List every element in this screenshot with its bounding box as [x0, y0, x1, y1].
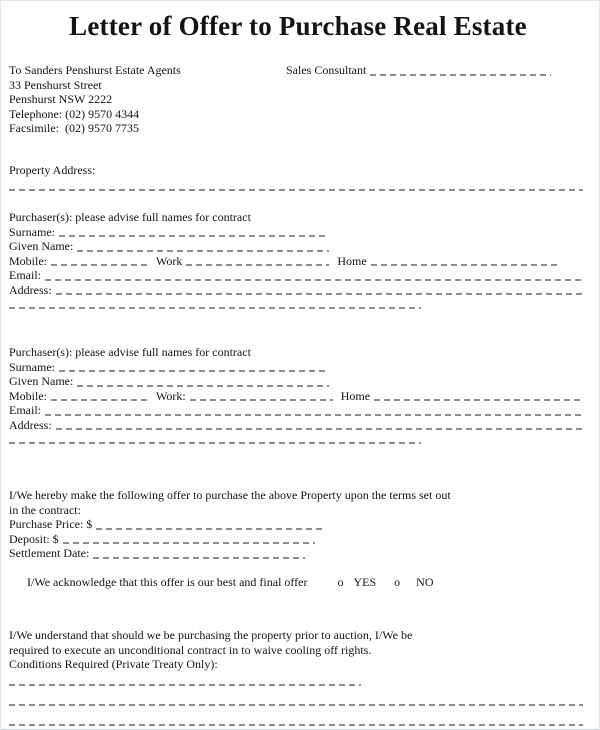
agent-street-line: 33 Penshurst Street [9, 77, 102, 92]
email-field-line[interactable] [45, 279, 585, 281]
acknowledge-row [9, 561, 587, 605]
address-field-line[interactable] [56, 428, 585, 430]
mobile-label: Mobile: [9, 388, 47, 403]
page-title: Letter of Offer to Purchase Real Estate [69, 11, 527, 41]
conditions-required-label: Conditions Required (Private Treaty Only): [9, 657, 218, 671]
no-option-marker[interactable]: o [394, 575, 401, 589]
address-label: Address: [9, 417, 52, 432]
agent-to-line: To Sanders Penshurst Estate Agents [9, 63, 181, 77]
purchaser-section-1 [9, 210, 587, 309]
address-continuation-field-line[interactable] [9, 307, 421, 309]
agent-city-line: Penshurst NSW 2222 [9, 92, 113, 106]
conditions-field-line-2[interactable] [9, 704, 583, 706]
purchase-price-label: Purchase Price: $ [9, 517, 93, 531]
agent-address-block [9, 63, 286, 136]
property-address-label: Property Address: [9, 162, 96, 177]
no-option-label[interactable]: NO [416, 575, 434, 589]
email-field-line[interactable] [45, 414, 585, 416]
mobile-field-line[interactable] [51, 399, 148, 401]
home-field-line[interactable] [374, 399, 581, 401]
auction-section [9, 628, 587, 730]
acknowledge-text: I/We acknowledge that this offer is our best and final offer [27, 575, 308, 589]
surname-field-line[interactable] [59, 235, 327, 237]
home-field-line[interactable] [371, 264, 561, 266]
conditions-field-line-3[interactable] [9, 724, 583, 726]
offer-section [9, 488, 587, 604]
deposit-label: Deposit: $ [9, 531, 59, 546]
agent-facsimile-line: Facsimile: (02) 9570 7735 [9, 121, 139, 135]
address-label: Address: [9, 282, 52, 297]
deposit-field-line[interactable] [63, 542, 315, 544]
work-label: Work: [156, 388, 186, 403]
property-address-field-line[interactable] [9, 189, 583, 191]
yes-option-label[interactable]: YES [353, 575, 377, 589]
surname-label: Surname: [9, 359, 55, 374]
sales-consultant-field-line[interactable] [370, 74, 551, 76]
home-label: Home [337, 253, 367, 268]
email-label: Email: [9, 268, 41, 282]
mobile-field-line[interactable] [51, 264, 148, 266]
purchase-price-field-line[interactable] [96, 528, 324, 530]
mobile-label: Mobile: [9, 253, 47, 268]
given-name-field-line[interactable] [77, 385, 329, 387]
work-label: Work [156, 253, 183, 268]
agent-telephone-line: Telephone: (02) 9570 4344 [9, 106, 140, 121]
given-name-label: Given Name: [9, 374, 74, 388]
yes-option-marker[interactable]: o [337, 575, 344, 589]
purchaser-heading: Purchaser(s): please advise full names for contract [9, 345, 251, 359]
sales-consultant-label: Sales Consultant [286, 63, 367, 77]
purchaser-section-2 [9, 345, 587, 444]
address-continuation-field-line[interactable] [9, 442, 421, 444]
offer-intro-line-1: I/We hereby make the following offer to purchase the above Property upon the terms set out [9, 488, 451, 502]
purchaser-heading: Purchaser(s): please advise full names for contract [9, 210, 251, 224]
email-label: Email: [9, 403, 41, 417]
settlement-date-label: Settlement Date: [9, 546, 90, 560]
sales-consultant-block [286, 63, 587, 136]
auction-clause-line-1: I/We understand that should we be purchasing the property prior to auction, I/We be [9, 628, 413, 642]
given-name-label: Given Name: [9, 239, 74, 253]
home-label: Home [340, 388, 371, 403]
agent-header [9, 63, 587, 136]
conditions-field-line-1[interactable] [9, 684, 361, 686]
work-field-line[interactable] [186, 264, 329, 266]
settlement-date-field-line[interactable] [93, 557, 305, 559]
surname-field-line[interactable] [59, 370, 327, 372]
surname-label: Surname: [9, 224, 55, 239]
auction-clause-line-2: required to execute an unconditional contract in to waive cooling off rights. [9, 642, 372, 657]
address-field-line[interactable] [56, 293, 585, 295]
offer-intro-line-2: in the contract: [9, 502, 81, 517]
given-name-field-line[interactable] [77, 250, 329, 252]
work-field-line[interactable] [190, 399, 333, 401]
